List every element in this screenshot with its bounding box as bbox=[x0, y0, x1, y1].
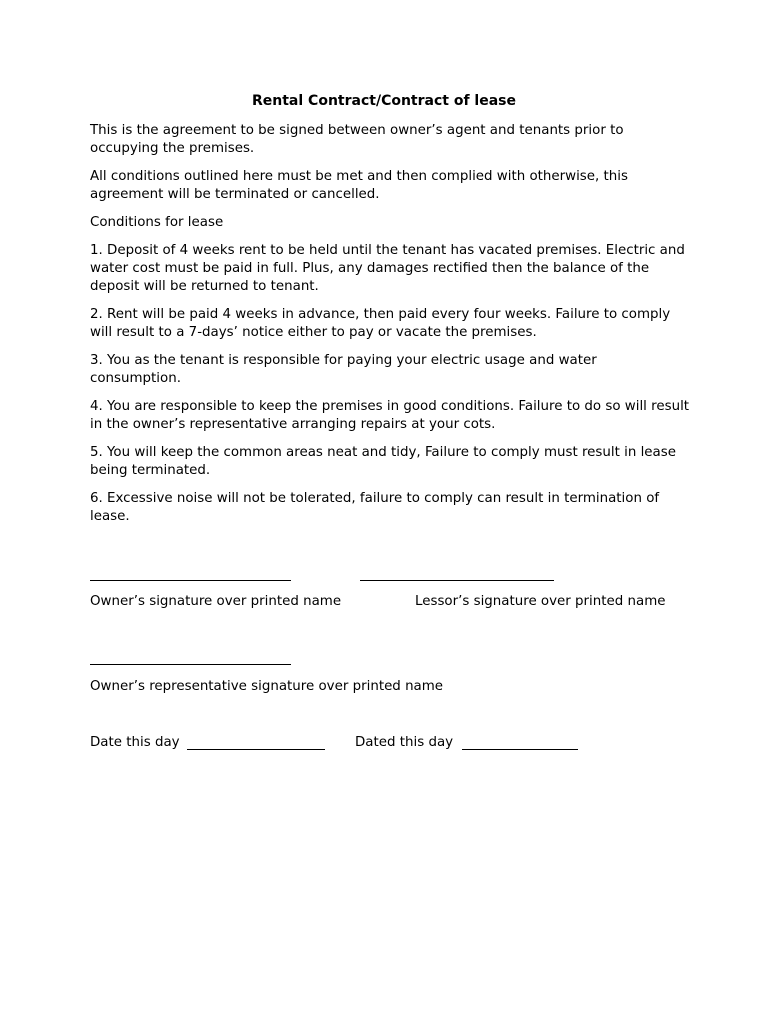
dated-label: Dated this day bbox=[355, 735, 454, 750]
condition-item-5: 5. You will keep the common areas neat and tidy, Failure to comply must result in lease being terminated. bbox=[90, 445, 676, 478]
lessor-signature-line bbox=[360, 580, 554, 581]
condition-item-3: 3. You as the tenant is responsible for paying your electric usage and water consumption. bbox=[90, 353, 597, 386]
conditions-note: All conditions outlined here must be met and then complied with otherwise, this agreement will be terminated or cancelled. bbox=[90, 169, 628, 202]
date-label: Date this day bbox=[90, 735, 180, 750]
owner-signature-line bbox=[90, 580, 291, 581]
representative-signature-label: Owner’s representative signature over printed name bbox=[90, 679, 444, 694]
conditions-heading: Conditions for lease bbox=[90, 215, 224, 230]
dated-line bbox=[462, 749, 578, 750]
owner-signature-label: Owner’s signature over printed name bbox=[90, 594, 342, 609]
intro-paragraph: This is the agreement to be signed between owner’s agent and tenants prior to occupying the premises. bbox=[90, 123, 624, 156]
condition-item-4: 4. You are responsible to keep the premises in good conditions. Failure to do so will result in the owner’s representative arranging repairs at your cots. bbox=[90, 399, 690, 432]
condition-item-6: 6. Excessive noise will not be tolerated, failure to comply can result in termination of lease. bbox=[90, 491, 660, 524]
condition-item-1: 1. Deposit of 4 weeks rent to be held until the tenant has vacated premises. Electric and water cost must be paid in full. Plus, any damages rectified then the balance of the deposit will be returned to tenant. bbox=[90, 243, 685, 294]
lessor-signature-label: Lessor’s signature over printed name bbox=[415, 594, 666, 609]
condition-item-2: 2. Rent will be paid 4 weeks in advance, then paid every four weeks. Failure to comply will result to a 7-days’ notice either to pay or vacate the premises. bbox=[90, 307, 671, 340]
date-line bbox=[187, 749, 325, 750]
representative-signature-line bbox=[90, 664, 291, 665]
document-title: Rental Contract/Contract of lease bbox=[252, 93, 516, 109]
